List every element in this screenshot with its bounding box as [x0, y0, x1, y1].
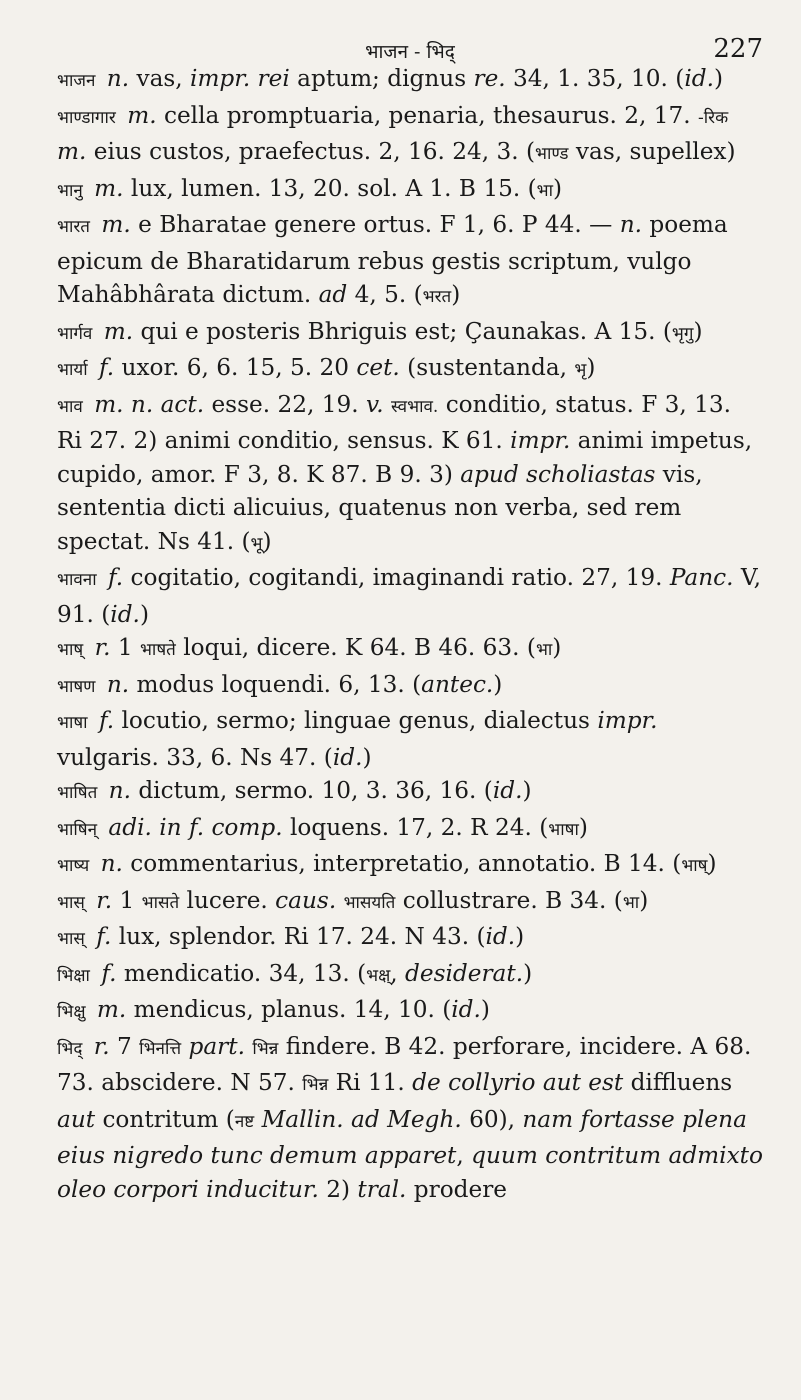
- entry-text: 60),: [461, 1105, 523, 1133]
- entry-text: commentarius, interpretatio, annotatio. B 14. (: [122, 850, 682, 877]
- entry-text: e Bharatae genere ortus. F 1, 6. P 44. —: [130, 211, 620, 238]
- dictionary-entry: [57, 811, 763, 848]
- entry-abbreviation: aut: [57, 1105, 96, 1133]
- entry-text: lux, lumen. 13, 20. sol. A 1. B 15. (: [123, 174, 537, 202]
- entry-abbreviation: m.: [96, 996, 127, 1023]
- entry-text: lucere.: [179, 886, 276, 914]
- entry-text: भाषा: [548, 819, 579, 840]
- entry-text: animi impetus, cupido, amor. F 3, 8. K 87. B 9. 3): [57, 427, 753, 488]
- entry-text: collustrare. B 34. (: [395, 886, 623, 914]
- entry-text: [92, 707, 99, 734]
- entry-text: vis, sententia dicti alicuius, quatenus non verba, sed rem spectat. Ns 41. (: [57, 460, 703, 555]
- entry-text: [101, 564, 108, 591]
- entry-text: ): [693, 317, 703, 345]
- dictionary-entry: [57, 920, 763, 957]
- entry-text: uxor. 6, 6. 15, 5. 20: [114, 354, 357, 381]
- entry-abbreviation: r.: [94, 634, 111, 661]
- entry-headword: भाषा: [57, 713, 88, 733]
- entry-abbreviation: f.: [98, 707, 115, 734]
- entry-text: conditio, status. F 3, 13. Ri 27. 2) animi conditio, sensus. K 61.: [57, 390, 732, 454]
- entry-text: [99, 671, 106, 698]
- dictionary-entry: [57, 388, 763, 562]
- entry-abbreviation: n.: [106, 65, 130, 92]
- entry-headword: भिद्: [57, 1038, 83, 1059]
- entry-text: 4, 5. (: [347, 281, 423, 308]
- entry-text: [336, 887, 343, 914]
- entry-headword: भाष्य: [57, 856, 90, 876]
- entry-headword: भाण्डागार: [57, 107, 116, 128]
- entry-abbreviation: m. n. act.: [94, 390, 205, 418]
- entry-text: ): [553, 174, 563, 202]
- entry-text: qui e posteris Bhriguis est; Çaunakas. A 15. (: [133, 317, 672, 345]
- entry-headword: भिक्षा: [57, 965, 90, 986]
- entry-abbreviation: id.: [492, 777, 523, 804]
- entry-text: -रिक: [697, 107, 729, 128]
- entry-text: 34, 1. 35, 10. (: [505, 65, 685, 92]
- entry-text: ): [586, 354, 596, 381]
- dictionary-entry: [57, 847, 763, 884]
- entry-text: ): [493, 670, 503, 698]
- entry-abbreviation: m.: [103, 317, 134, 345]
- entry-text: भिन्न: [302, 1075, 329, 1095]
- entry-text: poema epicum de Bharatidarum rebus gestis scriptum, vulgo Mahâbhârata dictum.: [57, 211, 728, 308]
- entry-headword: भार्गव: [57, 323, 93, 344]
- entry-abbreviation: Mallin. ad Megh.: [261, 1105, 462, 1133]
- dictionary-entry: [57, 351, 763, 388]
- entry-abbreviation: adi. in f. comp.: [108, 813, 283, 841]
- dictionary-entry: [57, 1030, 763, 1207]
- entry-abbreviation: impr.: [597, 707, 658, 734]
- entry-text: ): [262, 527, 272, 555]
- entry-text: भिनत्ति: [139, 1038, 182, 1059]
- entry-abbreviation: nam fortasse plena eius nigredo tunc demum apparet: [57, 1105, 747, 1169]
- entry-text: [254, 1106, 261, 1133]
- entry-text: ): [522, 777, 532, 804]
- entry-abbreviation: id.: [451, 996, 481, 1023]
- entry-text: loqui, dicere. K 64. B 46. 63. (: [175, 634, 536, 661]
- entry-text: 1: [112, 886, 142, 914]
- dictionary-entry: [57, 957, 763, 994]
- entry-abbreviation: n.: [108, 777, 131, 804]
- entry-text: diffluens: [623, 1069, 733, 1096]
- entry-abbreviation: caus.: [275, 886, 337, 914]
- entry-abbreviation: impr. rei: [190, 65, 290, 92]
- entry-abbreviation: n.: [100, 850, 123, 877]
- entry-text: lux, splendor. Ri 17. 24. N 43. (: [111, 923, 486, 950]
- entry-abbreviation: part.: [188, 1032, 245, 1060]
- page-number: 227: [713, 34, 763, 64]
- entry-abbreviation: quum contritum admixto oleo corpori inducitur.: [57, 1142, 763, 1203]
- entry-text: V, 91. (: [57, 564, 761, 628]
- entry-text: ): [639, 886, 649, 914]
- dictionary-entry: [57, 561, 763, 631]
- entry-text: [87, 634, 94, 661]
- entry-text: aptum; dignus: [289, 65, 474, 92]
- entry-text: नष्ट: [234, 1111, 255, 1132]
- entry-headword: भास्: [57, 892, 85, 913]
- entry-headword: भास्: [57, 929, 85, 949]
- entry-text: modus loquendi. 6, 13. (: [129, 670, 422, 698]
- page-header: [57, 0, 763, 62]
- entry-headword: भारत: [57, 217, 90, 237]
- entry-headword: भिक्षु: [57, 1002, 86, 1022]
- dictionary-entry: [57, 631, 763, 668]
- entry-abbreviation: id.: [684, 65, 714, 92]
- entry-text: ,: [390, 959, 406, 987]
- dictionary-entry: [57, 993, 763, 1030]
- entry-headword: भाष्: [57, 640, 84, 660]
- entry-text: भिन्न: [252, 1038, 279, 1059]
- entry-headword: भार्या: [57, 360, 88, 380]
- entry-abbreviation: f.: [108, 564, 124, 591]
- entry-abbreviation: id.: [110, 600, 140, 628]
- entry-text: भरत: [422, 287, 452, 307]
- entry-text: 2): [318, 1175, 358, 1203]
- entry-abbreviation: apud scholiastas: [460, 460, 656, 488]
- entry-text: cogitatio, cogitandi, imaginandi ratio. 27, 19.: [123, 564, 670, 591]
- entry-abbreviation: r.: [96, 886, 113, 914]
- entry-abbreviation: antec.: [421, 670, 494, 698]
- entry-text: ): [713, 65, 724, 92]
- entry-text: [92, 354, 99, 381]
- entry-text: esse. 22, 19.: [204, 390, 366, 418]
- entry-text: 7: [109, 1032, 140, 1060]
- entry-text: mendicus, planus. 14, 10. (: [126, 996, 452, 1023]
- dictionary-entry: [57, 62, 763, 99]
- entry-abbreviation: f.: [96, 923, 112, 950]
- entry-text: भृ: [574, 360, 587, 380]
- entry-abbreviation: n.: [106, 670, 130, 698]
- entry-text: भक्ष्: [366, 965, 391, 986]
- running-head: भाजन - भिद्: [365, 41, 455, 63]
- entry-abbreviation: id.: [485, 923, 516, 950]
- entry-text: [181, 1033, 188, 1060]
- dictionary-entries: [57, 62, 763, 1206]
- entry-text: [86, 1033, 93, 1060]
- entry-text: भाण्ड: [535, 144, 569, 164]
- entry-text: vas,: [129, 65, 191, 92]
- entry-abbreviation: impr.: [510, 427, 571, 454]
- entry-abbreviation: v.: [365, 390, 384, 418]
- entry-text: loquens. 17, 2. R 24. (: [282, 813, 549, 841]
- entry-text: स्वभाव.: [391, 396, 439, 417]
- entry-text: (sustentanda,: [399, 354, 575, 381]
- entry-text: ): [578, 813, 588, 841]
- dictionary-entry: [57, 884, 763, 921]
- entry-text: ): [707, 850, 717, 877]
- dictionary-entry: [57, 315, 763, 352]
- entry-text: ): [139, 600, 149, 628]
- entry-text: ): [362, 743, 372, 771]
- entry-text: ): [552, 634, 562, 661]
- entry-text: ): [515, 923, 525, 950]
- entry-headword: भानु: [57, 180, 83, 201]
- entry-text: भृगु: [671, 323, 694, 344]
- entry-text: भासते: [141, 892, 180, 913]
- entry-text: [96, 318, 103, 345]
- entry-abbreviation: f.: [99, 354, 115, 381]
- entry-text: prodere: [406, 1175, 508, 1203]
- entry-abbreviation: de collyrio aut est: [412, 1069, 624, 1096]
- entry-abbreviation: n.: [619, 211, 643, 238]
- entry-text: [90, 996, 97, 1023]
- entry-abbreviation: cet.: [356, 354, 400, 381]
- entry-text: eius custos, praefectus. 2, 16. 24, 3. (: [86, 138, 535, 165]
- dictionary-entry: [57, 208, 763, 315]
- entry-text: [99, 65, 106, 92]
- entry-text: [101, 777, 108, 804]
- entry-text: findere. B 42. perforare, incidere. A 68. 73. abscidere. N 57.: [57, 1032, 752, 1096]
- entry-text: ): [480, 996, 490, 1023]
- entry-abbreviation: id.: [332, 743, 363, 771]
- entry-text: ,: [456, 1142, 472, 1169]
- entry-text: भू: [250, 533, 263, 554]
- entry-text: vulgaris. 33, 6. Ns 47. (: [57, 743, 333, 771]
- entry-text: mendicatio. 34, 13. (: [116, 959, 367, 987]
- entry-text: locutio, sermo; linguae genus, dialectus: [114, 707, 598, 734]
- entry-text: भा: [536, 180, 553, 201]
- entry-abbreviation: f.: [101, 959, 117, 987]
- entry-abbreviation: tral.: [357, 1175, 407, 1203]
- entry-text: cella promptuaria, penaria, thesaurus. 2, 17.: [156, 101, 698, 129]
- entry-headword: भाषण: [57, 676, 96, 697]
- entry-abbreviation: Panc.: [669, 564, 734, 591]
- entry-text: भासयति: [343, 892, 396, 913]
- entry-headword: भाजन: [57, 71, 96, 91]
- entry-text: contritum (: [95, 1105, 235, 1133]
- entry-headword: भावना: [57, 570, 97, 590]
- entry-abbreviation: m.: [94, 174, 124, 202]
- entry-abbreviation: m.: [57, 138, 87, 165]
- entry-abbreviation: desiderat.: [405, 959, 524, 987]
- entry-headword: भाषित: [57, 783, 98, 803]
- entry-text: Ri 11.: [328, 1069, 413, 1096]
- entry-text: ): [523, 959, 533, 987]
- entry-text: 1: [110, 634, 140, 661]
- dictionary-entry: [57, 774, 763, 811]
- entry-abbreviation: m.: [101, 211, 131, 238]
- entry-text: ): [451, 281, 461, 308]
- entry-text: [384, 391, 391, 418]
- dictionary-entry: [57, 172, 763, 209]
- entry-text: भाष्: [681, 856, 708, 876]
- entry-text: vas, supellex): [568, 138, 736, 165]
- entry-text: dictum, sermo. 10, 3. 36, 16. (: [130, 777, 493, 804]
- entry-abbreviation: m.: [127, 101, 157, 129]
- entry-headword: भाव: [57, 396, 83, 417]
- entry-headword: भाषिन्: [57, 819, 98, 840]
- entry-text: भाषते: [139, 640, 176, 660]
- dictionary-entry: [57, 704, 763, 774]
- entry-text: भा: [535, 640, 553, 660]
- entry-text: भा: [622, 892, 640, 913]
- dictionary-entry: [57, 99, 763, 172]
- dictionary-entry: [57, 668, 763, 705]
- entry-abbreviation: ad: [318, 281, 348, 308]
- entry-text: [93, 850, 100, 877]
- entry-abbreviation: re.: [473, 65, 506, 92]
- entry-abbreviation: r.: [93, 1032, 110, 1060]
